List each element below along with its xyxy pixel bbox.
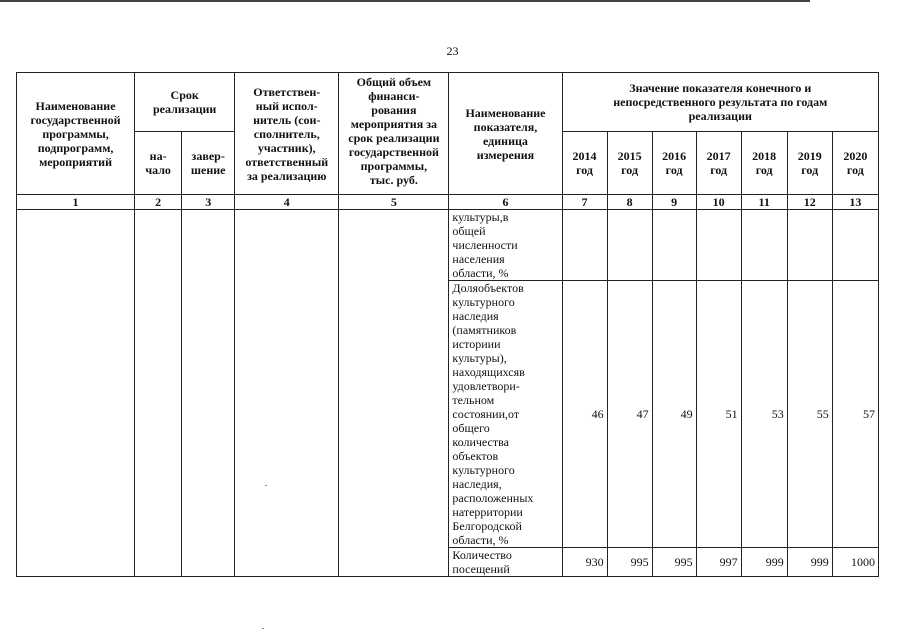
- empty-merged-cell: [339, 210, 449, 577]
- indicator-line: (памятников: [452, 323, 517, 337]
- header-program-name-text: Наименование государственной программы, подпрограмм, мероприятий: [30, 98, 121, 169]
- value-cell: 55: [787, 281, 832, 548]
- column-number: 7: [562, 195, 607, 210]
- column-number: 13: [832, 195, 878, 210]
- indicator-cell: [449, 210, 562, 281]
- value-cell: [832, 210, 878, 281]
- header-term-end: [182, 132, 235, 195]
- empty-merged-cell: [235, 210, 339, 577]
- indicator-line: области, %: [452, 533, 509, 547]
- value-cell: [652, 210, 696, 281]
- value-cell: 1000: [832, 548, 878, 577]
- indicator-word: истории: [452, 337, 495, 351]
- header-year-2017: [696, 132, 741, 195]
- header-year-2015: [607, 132, 652, 195]
- header-responsible: [235, 73, 339, 195]
- indicator-word: в: [519, 365, 525, 379]
- header-term-start: [135, 132, 182, 195]
- header-year-label: 2017 год: [706, 149, 731, 177]
- value-cell: [607, 210, 652, 281]
- header-term-start-text: на- чало: [145, 149, 171, 177]
- value-cell: [696, 210, 741, 281]
- indicator-line: [452, 281, 558, 295]
- value-cell: 999: [741, 548, 787, 577]
- column-number: 2: [135, 195, 182, 210]
- header-year-2019: [787, 132, 832, 195]
- indicator-line: общего: [452, 421, 490, 435]
- header-term: [135, 73, 235, 132]
- header-year-2014: [562, 132, 607, 195]
- top-rule: [0, 0, 810, 2]
- value-cell: 47: [607, 281, 652, 548]
- value-cell: 53: [741, 281, 787, 548]
- value-cell: 995: [652, 548, 696, 577]
- indicator-word: находящихся: [452, 365, 520, 379]
- indicator-word: Доля: [452, 281, 478, 295]
- value-cell: 997: [696, 548, 741, 577]
- indicator-line: культуры),: [452, 351, 507, 365]
- indicator-line: [452, 337, 558, 351]
- empty-merged-cell: [182, 210, 235, 577]
- header-responsible-text: Ответствен- ный испол- нитель (сои- сполнитель, участник), ответственный за реализацию: [245, 84, 329, 183]
- indicator-line: [452, 407, 558, 421]
- value-cell: [741, 210, 787, 281]
- scan-speck: [262, 628, 264, 629]
- header-term-end-text: завер- шение: [190, 149, 226, 177]
- value-cell: [562, 210, 607, 281]
- indicator-line: [452, 505, 558, 519]
- column-number: 3: [182, 195, 235, 210]
- header-indicator: [449, 73, 562, 195]
- header-year-label: 2014 год: [572, 149, 597, 177]
- value-cell: 57: [832, 281, 878, 548]
- header-year-2020: [832, 132, 878, 195]
- indicator-line: расположенных: [452, 491, 534, 505]
- column-number: 4: [235, 195, 339, 210]
- indicator-line: Белгородской: [452, 519, 522, 533]
- header-funding: [339, 73, 449, 195]
- indicator-line: Количество: [452, 548, 512, 562]
- indicator-word: на: [452, 505, 464, 519]
- indicator-word: и: [494, 337, 501, 351]
- header-year-label: 2018 год: [752, 149, 777, 177]
- indicator-line: численности: [452, 238, 518, 252]
- indicator-line: объектов: [452, 449, 499, 463]
- indicator-line: культурного: [452, 295, 515, 309]
- indicator-word: в: [502, 210, 509, 224]
- value-cell: 46: [562, 281, 607, 548]
- indicator-line: наследия,: [452, 477, 502, 491]
- value-cell: 930: [562, 548, 607, 577]
- scan-speck: [265, 485, 267, 486]
- program-table: [16, 72, 879, 577]
- header-funding-text: Общий объем финанси- рования мероприятия за срок реализации государственной программы, тыс. руб.: [348, 75, 440, 187]
- header-year-label: 2015 год: [617, 149, 642, 177]
- indicator-word: культуры,: [452, 210, 503, 224]
- indicator-line: культурного: [452, 463, 515, 477]
- indicator-cell: [449, 548, 562, 577]
- header-year-2018: [741, 132, 787, 195]
- empty-merged-cell: [135, 210, 182, 577]
- value-cell: [787, 210, 832, 281]
- column-number: 10: [696, 195, 741, 210]
- indicator-line: [452, 365, 558, 379]
- column-number: 1: [17, 195, 135, 210]
- value-cell: 999: [787, 548, 832, 577]
- indicator-line: наследия: [452, 309, 499, 323]
- indicator-word: территории: [463, 505, 523, 519]
- value-cell: 995: [607, 548, 652, 577]
- indicator-cell: [449, 281, 562, 548]
- page-number: 23: [446, 44, 459, 58]
- header-values-title-text: Значение показателя конечного и непосредственного результата по годам реализации: [613, 81, 828, 123]
- header-year-label: 2016 год: [662, 149, 687, 177]
- header-term-text: Срок реализации: [153, 88, 217, 116]
- indicator-line: количества: [452, 435, 509, 449]
- header-values-title: [562, 73, 878, 132]
- indicator-line: удовлетвори-: [452, 379, 520, 393]
- column-number-row: [17, 195, 879, 210]
- indicator-word: состоянии,: [452, 407, 509, 421]
- column-number: 5: [339, 195, 449, 210]
- column-number: 12: [787, 195, 832, 210]
- empty-merged-cell: [17, 210, 135, 577]
- indicator-word: объектов: [477, 281, 524, 295]
- indicator-line: посещений: [452, 562, 510, 576]
- indicator-line: населения: [452, 252, 505, 266]
- column-number: 9: [652, 195, 696, 210]
- indicator-line: области, %: [452, 266, 509, 280]
- column-number: 6: [449, 195, 562, 210]
- header-year-label: 2020 год: [843, 149, 868, 177]
- column-number: 8: [607, 195, 652, 210]
- indicator-line: [452, 210, 558, 224]
- indicator-line: общей: [452, 224, 486, 238]
- value-cell: 51: [696, 281, 741, 548]
- header-year-2016: [652, 132, 696, 195]
- header-indicator-text: Наименование показателя, единица измерения: [465, 105, 546, 162]
- table-row: [17, 210, 879, 281]
- column-number: 11: [741, 195, 787, 210]
- header-year-label: 2019 год: [797, 149, 822, 177]
- indicator-line: тельном: [452, 393, 495, 407]
- header-program-name: [17, 73, 135, 195]
- value-cell: 49: [652, 281, 696, 548]
- indicator-word: от: [508, 407, 520, 421]
